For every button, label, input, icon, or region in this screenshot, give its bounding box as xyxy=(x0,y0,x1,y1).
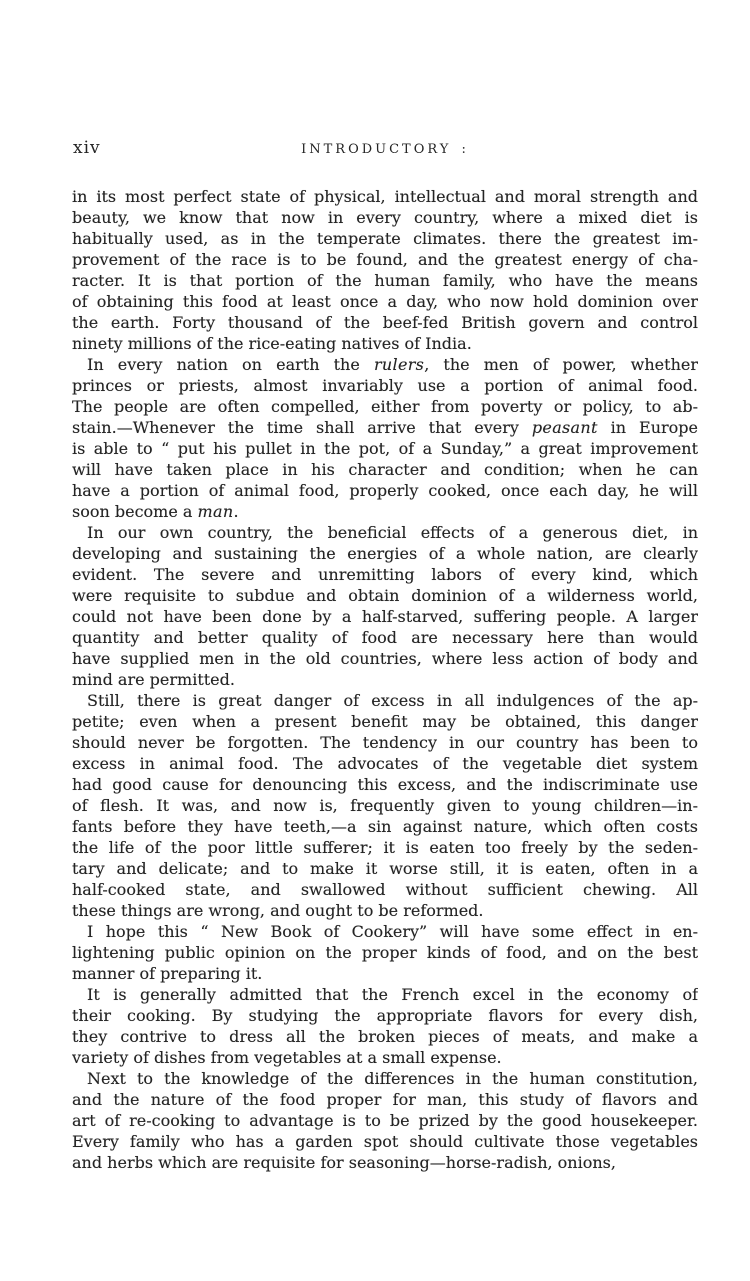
text-line: In our own country, the beneficial effects of a generous diet, in xyxy=(87,523,698,542)
text-line: mind are permitted. xyxy=(72,670,235,689)
text-line: in its most perfect state of physical, intellectual and moral strength and xyxy=(72,187,698,206)
text-line: their cooking. By studying the appropriate flavors for every dish, xyxy=(72,1006,698,1025)
text-line: The people are often compelled, either from poverty or policy, to ab- xyxy=(72,397,698,416)
text-line: half-cooked state, and swallowed without sufficient chewing. All xyxy=(72,880,698,899)
text-line: variety of dishes from vegetables at a small expense. xyxy=(72,1048,502,1067)
text-line: princes or priests, almost invariably use a portion of animal food. xyxy=(72,376,698,395)
text-line: In every nation on earth the rulers, the men of power, whether xyxy=(87,355,698,374)
page-body xyxy=(72,186,698,1173)
text-line: developing and sustaining the energies of a whole nation, are clearly xyxy=(72,544,698,563)
text-line: have a portion of animal food, properly cooked, once each day, he will xyxy=(72,481,698,500)
paragraph xyxy=(72,984,698,1068)
text-line: Every family who has a garden spot should cultivate those vegetables xyxy=(72,1132,698,1151)
paragraph xyxy=(72,921,698,984)
paragraph xyxy=(72,354,698,522)
paragraph xyxy=(72,1068,698,1173)
text-line: evident. The severe and unremitting labors of every kind, which xyxy=(72,565,698,584)
text-line: petite; even when a present benefit may be obtained, this danger xyxy=(72,712,698,731)
text-line: It is generally admitted that the French excel in the economy of xyxy=(87,985,698,1004)
text-line: lightening public opinion on the proper kinds of food, and on the best xyxy=(72,943,698,962)
paragraph xyxy=(72,522,698,690)
text-line: and herbs which are requisite for seasoning—horse-radish, onions, xyxy=(72,1153,616,1172)
text-line: I hope this “ New Book of Cookery” will have some effect in en- xyxy=(87,922,698,941)
text-line: had good cause for denouncing this excess, and the indiscriminate use xyxy=(72,775,698,794)
text-line: should never be forgotten. The tendency in our country has been to xyxy=(72,733,698,752)
text-line: of flesh. It was, and now is, frequently given to young children—in- xyxy=(72,796,698,815)
text-line: beauty, we know that now in every country, where a mixed diet is xyxy=(72,208,698,227)
running-title: INTRODUCTORY : xyxy=(301,142,469,157)
text-line: art of re-cooking to advantage is to be prized by the good housekeeper. xyxy=(72,1111,698,1130)
text-line: manner of preparing it. xyxy=(72,964,263,983)
text-line: were requisite to subdue and obtain dominion of a wilderness world, xyxy=(72,586,698,605)
page-number: xiv xyxy=(73,138,101,158)
text-line: fants before they have teeth,—a sin against nature, which often costs xyxy=(72,817,698,836)
text-line: racter. It is that portion of the human family, who have the means xyxy=(72,271,698,290)
text-line: of obtaining this food at least once a day, who now hold dominion over xyxy=(72,292,698,311)
text-line: Still, there is great danger of excess in all indulgences of the ap- xyxy=(87,691,698,710)
text-line: quantity and better quality of food are necessary here than would xyxy=(72,628,698,647)
text-line: the earth. Forty thousand of the beef-fed British govern and control xyxy=(72,313,698,332)
text-line: could not have been done by a half-starved, suffering people. A larger xyxy=(72,607,698,626)
text-line: soon become a man. xyxy=(72,502,239,521)
paragraph xyxy=(72,186,698,354)
text-line: tary and delicate; and to make it worse still, it is eaten, often in a xyxy=(72,859,698,878)
text-line: have supplied men in the old countries, where less action of body and xyxy=(72,649,698,668)
text-line: provement of the race is to be found, and the greatest energy of cha- xyxy=(72,250,698,269)
text-line: and the nature of the food proper for man, this study of flavors and xyxy=(72,1090,698,1109)
text-line: excess in animal food. The advocates of the vegetable diet system xyxy=(72,754,698,773)
text-line: they contrive to dress all the broken pieces of meats, and make a xyxy=(72,1027,698,1046)
text-line: Next to the knowledge of the differences in the human constitution, xyxy=(87,1069,698,1088)
text-line: is able to “ put his pullet in the pot, of a Sunday,” a great improvement xyxy=(72,439,698,458)
text-line: habitually used, as in the temperate climates. there the greatest im- xyxy=(72,229,698,248)
text-line: stain.—Whenever the time shall arrive that every peasant in Europe xyxy=(72,418,698,437)
text-line: these things are wrong, and ought to be reformed. xyxy=(72,901,484,920)
text-line: will have taken place in his character and condition; when he can xyxy=(72,460,698,479)
text-line: the life of the poor little sufferer; it is eaten too freely by the seden- xyxy=(72,838,698,857)
paragraph xyxy=(72,690,698,921)
text-line: ninety millions of the rice-eating natives of India. xyxy=(72,334,472,353)
